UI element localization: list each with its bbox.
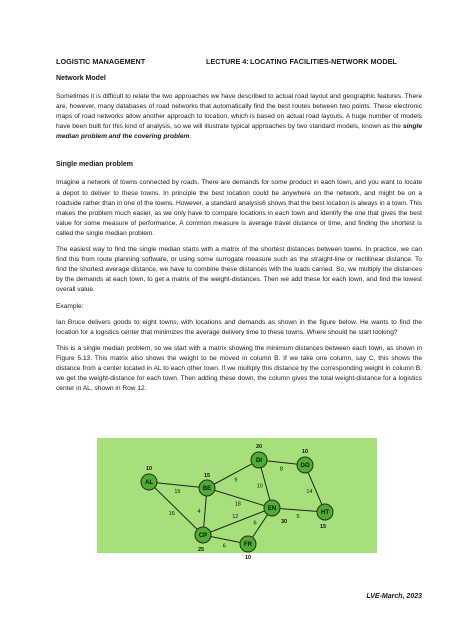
document-body <box>56 74 422 400</box>
edge-distance-label: 8 <box>279 466 283 473</box>
town-demand-label: 10 <box>145 466 153 472</box>
lecture-number: LECTURE 4: <box>206 57 249 66</box>
network-model-end: . <box>189 133 192 141</box>
town-label: AL <box>145 480 153 487</box>
town-label: HT <box>321 510 329 517</box>
edge-distance-label: 5 <box>296 513 300 520</box>
town-demand-label: 20 <box>255 444 263 450</box>
matrix-paragraph: This is a single median problem, so we start with a matrix showing the minimum distances between each town, as shown in Figure 5.13. This matrix also shows the weight to be moved in column B. If we take one column, say C, this shows the distance from a center located in AL to each other town. If we multiply this distance by the corresponding weight in column B, we get the weight-distance for each town. Then adding these down, the column gives the total weight-distance for a logistics center in AL, shown in Row 12. <box>56 344 422 393</box>
edge-distance-label: 4 <box>197 508 201 515</box>
edge-distance-label: 6 <box>222 543 226 550</box>
town-label: BE <box>202 486 212 493</box>
edge-distance-label: 12 <box>232 513 239 520</box>
course-title: LOGISTIC MANAGEMENT <box>56 57 146 66</box>
edge-distance-label: 18 <box>234 501 241 508</box>
town-demand-label: 25 <box>197 547 205 553</box>
edge-distance-label: 9 <box>234 477 238 484</box>
town-demand-label: 15 <box>319 524 327 530</box>
lecture-topic: LOCATING FACILITIES-NETWORK MODEL <box>250 57 397 66</box>
network-model-text: Sometimes it is difficult to relate the two approaches we have described to actual road layout and geographic features. There are, however, many databases of road networks that automatically find the best routes between two points. These electronic maps of road networks allow another approach to location, which is based on actual road layouts. A huge number of models have been built for this kind of analysis, so we will illustrate typical approaches by two standard models, known as the <box>56 93 422 131</box>
town-demand-label: 10 <box>301 449 309 455</box>
edge-distance-label: 6 <box>253 520 257 527</box>
town-label: EN <box>267 506 277 513</box>
example-paragraph: Ian Bruce delivers goods to eight towns, with locations and demands as shown in the figure below. He wants to find the location for a logistics center that minimizes the average delivery time to these towns. Where should he start looking? <box>56 318 422 336</box>
town-label: DI <box>256 458 262 465</box>
network-model-emphasis: single median problem and the covering problem <box>56 123 422 141</box>
network-model-paragraph <box>56 92 422 142</box>
town-label: CP <box>198 533 208 540</box>
edge-distance-label: 14 <box>306 488 313 495</box>
network-diagram <box>97 438 377 561</box>
figure-background <box>97 438 377 553</box>
example-label: Example: <box>56 302 84 310</box>
single-median-paragraph-1: Imagine a network of towns connected by roads. There are demands for some product in each town, and you want to locate a depot to deliver to these towns. In principle the best location could be anywhere on the network, and might be on a roadside rather than in one of the towns. However, a standard analysis6 shows that the best location is always in a town. This makes the problem much easier, as we only have to compare locations in each town and identify the one that gives the best value for some measure of performance. A common measure is average travel distance or time, and finding the shortest is called the single median problem. <box>56 179 422 237</box>
town-label: FR <box>244 542 252 549</box>
edge-distance-label: 10 <box>256 483 263 490</box>
town-demand-label: 10 <box>244 555 252 561</box>
footer-date: LVE-March, 2023 <box>366 593 422 600</box>
edge-distance-label: 16 <box>168 510 175 517</box>
section-title-single-median: Single median problem <box>56 161 134 169</box>
edge-distance-label: 15 <box>174 488 181 495</box>
section-title-network-model: Network Model <box>56 75 106 82</box>
single-median-paragraph-2: The easiest way to find the single median starts with a matrix of the shortest distances between towns. In practice, we can find this from route planning software, or using some surrogate measure such as the straight-line or rectilinear distance. To find the shortest average distance, we have to combine these distances with the loads carried. So, we multiply the distances by the demands at each town, to get a matrix of the weight-distances. Then we add these for each town, and find the lowest overall value. <box>56 246 422 294</box>
town-demand-label: 30 <box>280 519 288 525</box>
network-figure <box>97 438 377 561</box>
town-label: GO <box>300 463 310 470</box>
town-demand-label: 15 <box>203 473 211 479</box>
